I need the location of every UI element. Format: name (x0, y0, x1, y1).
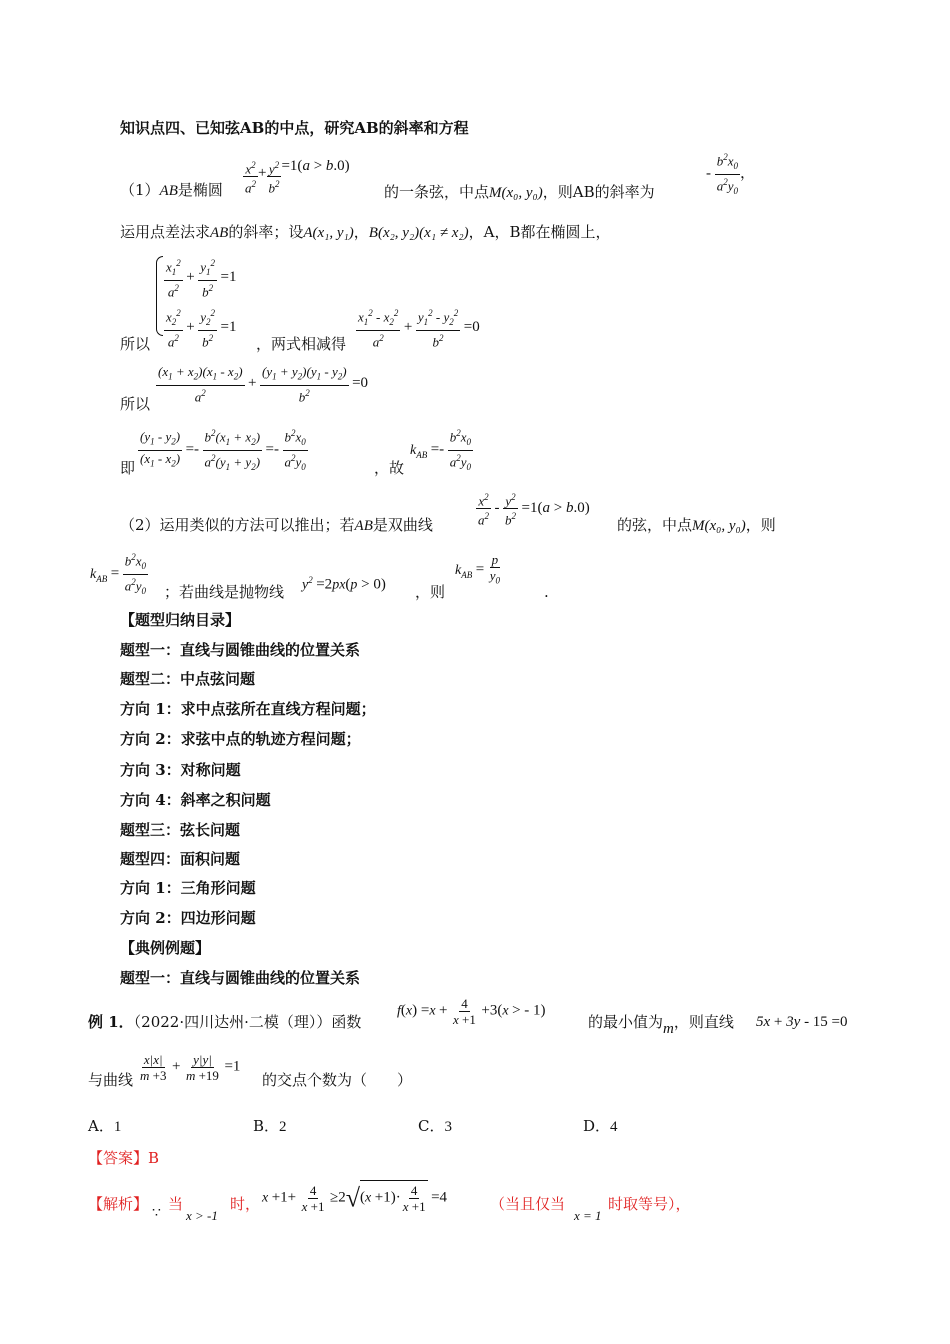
example1-line-equation: 5x + 3y - 15 =0 (756, 1014, 848, 1030)
p3-prefix: （2）运用类似的方法可以推出；若 (120, 516, 355, 534)
p3-text-e: ，则 (415, 583, 446, 601)
catalog-title: 【题型归纳目录】 (120, 611, 241, 629)
analysis-eq-condition: x = 1 (574, 1208, 602, 1223)
catalog-item: 题型二：中点弦问题 (120, 670, 256, 688)
p3-text-d: ；若曲线是抛物线 (164, 583, 285, 601)
factored-equation: $\frac{(x_1 + x_2)(x_1 - x_2)}{a^2}$ + $\frac{(y_1 + y_2)(y_1 - y_2)}{b^2}$ =0 (158, 364, 369, 404)
analysis-shi: 时， (230, 1195, 261, 1213)
hyperbola-equation: $\frac{x^2}{a^2}$ - $\frac{y^2}{b^2}$ =1(a > b.0) (478, 492, 590, 528)
analysis-inequality: x +1+ $\frac{4}{x +1}$ ≥2√(x +1)· $\frac{4}{x +1}$ =4 (262, 1180, 447, 1214)
example1-curve: $\frac{x|x|}{m +3}$ + $\frac{y|y|}{m +19}$ =1 (140, 1052, 241, 1083)
example1-min-text: 的最小值为 (588, 1013, 664, 1031)
kab-parabola: $k_{AB}$ = $\frac{p}{y_0}$ (455, 552, 500, 586)
option-value: 4 (610, 1119, 618, 1135)
examples-title: 【典例例题】 (120, 939, 211, 957)
example1-m: m (663, 1021, 674, 1037)
catalog-item: 方向 2：四边形问题 (120, 909, 256, 927)
kab-hyperbola: $k_{AB}$ = $\frac{b^2x_0}{a^2y_0}$ (90, 552, 146, 596)
p1-text-slope: ，则AB的斜率为 (542, 183, 655, 201)
p1-text: 是椭圆 (177, 181, 223, 199)
answer (88, 1148, 159, 1168)
point-b: B(x₂, y₂)(x₁ ≠ x₂) (368, 225, 469, 241)
catalog-item: 题型三：弦长问题 (120, 821, 241, 839)
p3-end: . (544, 583, 549, 601)
catalog-item: 方向 1：三角形问题 (120, 879, 256, 897)
analysis-label: 【解析】 (88, 1195, 149, 1213)
slope-derivation: $\frac{(y_1 - y_2)}{(x_1 - x_2)}$ =- $\frac{b^2(x_1 + x_2)}{a^2(y_1 + y_2)}$ =- $\frac{b^2x_0}{a^2y_0}$ (140, 428, 306, 472)
system-label: 所以 (120, 335, 151, 353)
examples-type1: 题型一：直线与圆锥曲线的位置关系 (120, 969, 361, 987)
parabola-equation: $y^2 =2px(p > 0)$ (302, 575, 386, 593)
paragraph-2: 运用点差法求AB的斜率；设A(x₁, y₁)，B(x₂, y₂)(x₁ ≠ x₂)，A，B都在椭圆上， (120, 223, 611, 241)
point-a: A(x₁, y₁) (303, 225, 354, 241)
p2-ab: AB (210, 225, 229, 241)
factored-label: 所以 (120, 395, 151, 413)
p3-text-c: ，则 (745, 516, 776, 534)
example1-line2-a: 与曲线 (88, 1071, 134, 1089)
answer-label: 【答案】 (88, 1149, 149, 1167)
ji-label: 即 (120, 459, 136, 477)
option-label: D． (583, 1117, 611, 1135)
catalog-item: 方向 3：对称问题 (120, 761, 241, 779)
catalog-item: 题型一：直线与圆锥曲线的位置关系 (120, 641, 361, 659)
difference-equation: $\frac{x_1^2 - x_2^2}{a^2}$ + $\frac{y_1^2 - y_2^2}{b^2}$ =0 (358, 308, 480, 350)
answer-value: B (148, 1149, 160, 1167)
catalog-item: 方向 4：斜率之积问题 (120, 791, 271, 809)
system-eq2: $\frac{x_2^2}{a^2}$ + $\frac{y_2^2}{b^2}$ =1 (166, 308, 237, 350)
analysis-note-b: 时取等号）， (608, 1195, 691, 1213)
gu-text: ，故 (374, 459, 405, 477)
option-label: B． (253, 1117, 280, 1135)
system-brace (156, 256, 163, 336)
option-c[interactable] (418, 1116, 452, 1137)
option-value: 2 (279, 1119, 287, 1135)
example1-text-a (588, 1012, 734, 1037)
option-value: 1 (113, 1119, 122, 1135)
analysis-condition: x > -1 (186, 1208, 218, 1223)
catalog-item: 方向 2：求弦中点的轨迹方程问题； (120, 730, 361, 748)
catalog-item: 方向 1：求中点弦所在直线方程问题； (120, 700, 376, 718)
p1-midpoint: M(x₀, y₀) (489, 185, 543, 201)
p1-middle (384, 182, 655, 203)
kab-result: $k_{AB}$ =- $\frac{b^2x_0}{a^2y_0}$ (410, 428, 471, 472)
p2-text-c: ，A，B都在椭圆上， (468, 223, 611, 241)
analysis-note-a: （当且仅当 (490, 1195, 566, 1213)
example1-label: 例 1． (88, 1013, 134, 1031)
p1-prefix: （1） (120, 181, 160, 199)
p3-midpoint: M(x₀, y₀) (692, 518, 746, 534)
p3-middle (617, 515, 776, 536)
option-label: C． (418, 1117, 445, 1135)
p2-text-b: 的斜率；设 (228, 223, 304, 241)
example1-line-text: ，则直线 (673, 1013, 734, 1031)
example1-function: f(x) =x + $\frac{4}{x +1}$ +3(x > - 1) (397, 996, 546, 1027)
system-text: ，两式相减得 (256, 335, 347, 353)
analysis-dang: 当 (168, 1195, 184, 1213)
option-b[interactable] (253, 1116, 287, 1137)
ellipse-equation: $\frac{x^2}{a^2}$ + $\frac{y^2}{b^2}$ =1(a > b.0) (245, 158, 350, 196)
option-label: A． (88, 1117, 114, 1135)
paragraph-1 (120, 180, 223, 201)
example1-line2-b: 的交点个数为（ ） (262, 1071, 413, 1089)
example1-line1 (88, 1012, 361, 1032)
option-value: 3 (444, 1119, 452, 1135)
catalog-item: 题型四：面积问题 (120, 850, 241, 868)
option-a[interactable] (88, 1116, 121, 1137)
p1-ab: AB (159, 183, 178, 199)
slope-formula: - $\frac{b^2x_0}{a^2y_0}$ ， (706, 152, 756, 196)
p3-text-a: 是双曲线 (372, 516, 433, 534)
p1-text-midpoint: 的一条弦，中点 (384, 183, 490, 201)
p3-text-b: 的弦，中点 (617, 516, 693, 534)
section-heading: 知识点四、已知弦AB的中点，研究AB的斜率和方程 (120, 119, 469, 137)
option-d[interactable] (583, 1116, 618, 1137)
system-eq1: $\frac{x_1^2}{a^2}$ + $\frac{y_1^2}{b^2}$ =1 (166, 258, 237, 300)
p2-text-a: 运用点差法求 (120, 223, 211, 241)
example1-source: （2022·四川达州·二模（理））函数 (133, 1013, 362, 1031)
paragraph-3 (120, 515, 433, 536)
p3-ab: AB (354, 518, 373, 534)
because-symbol: ∵ (152, 1206, 161, 1221)
